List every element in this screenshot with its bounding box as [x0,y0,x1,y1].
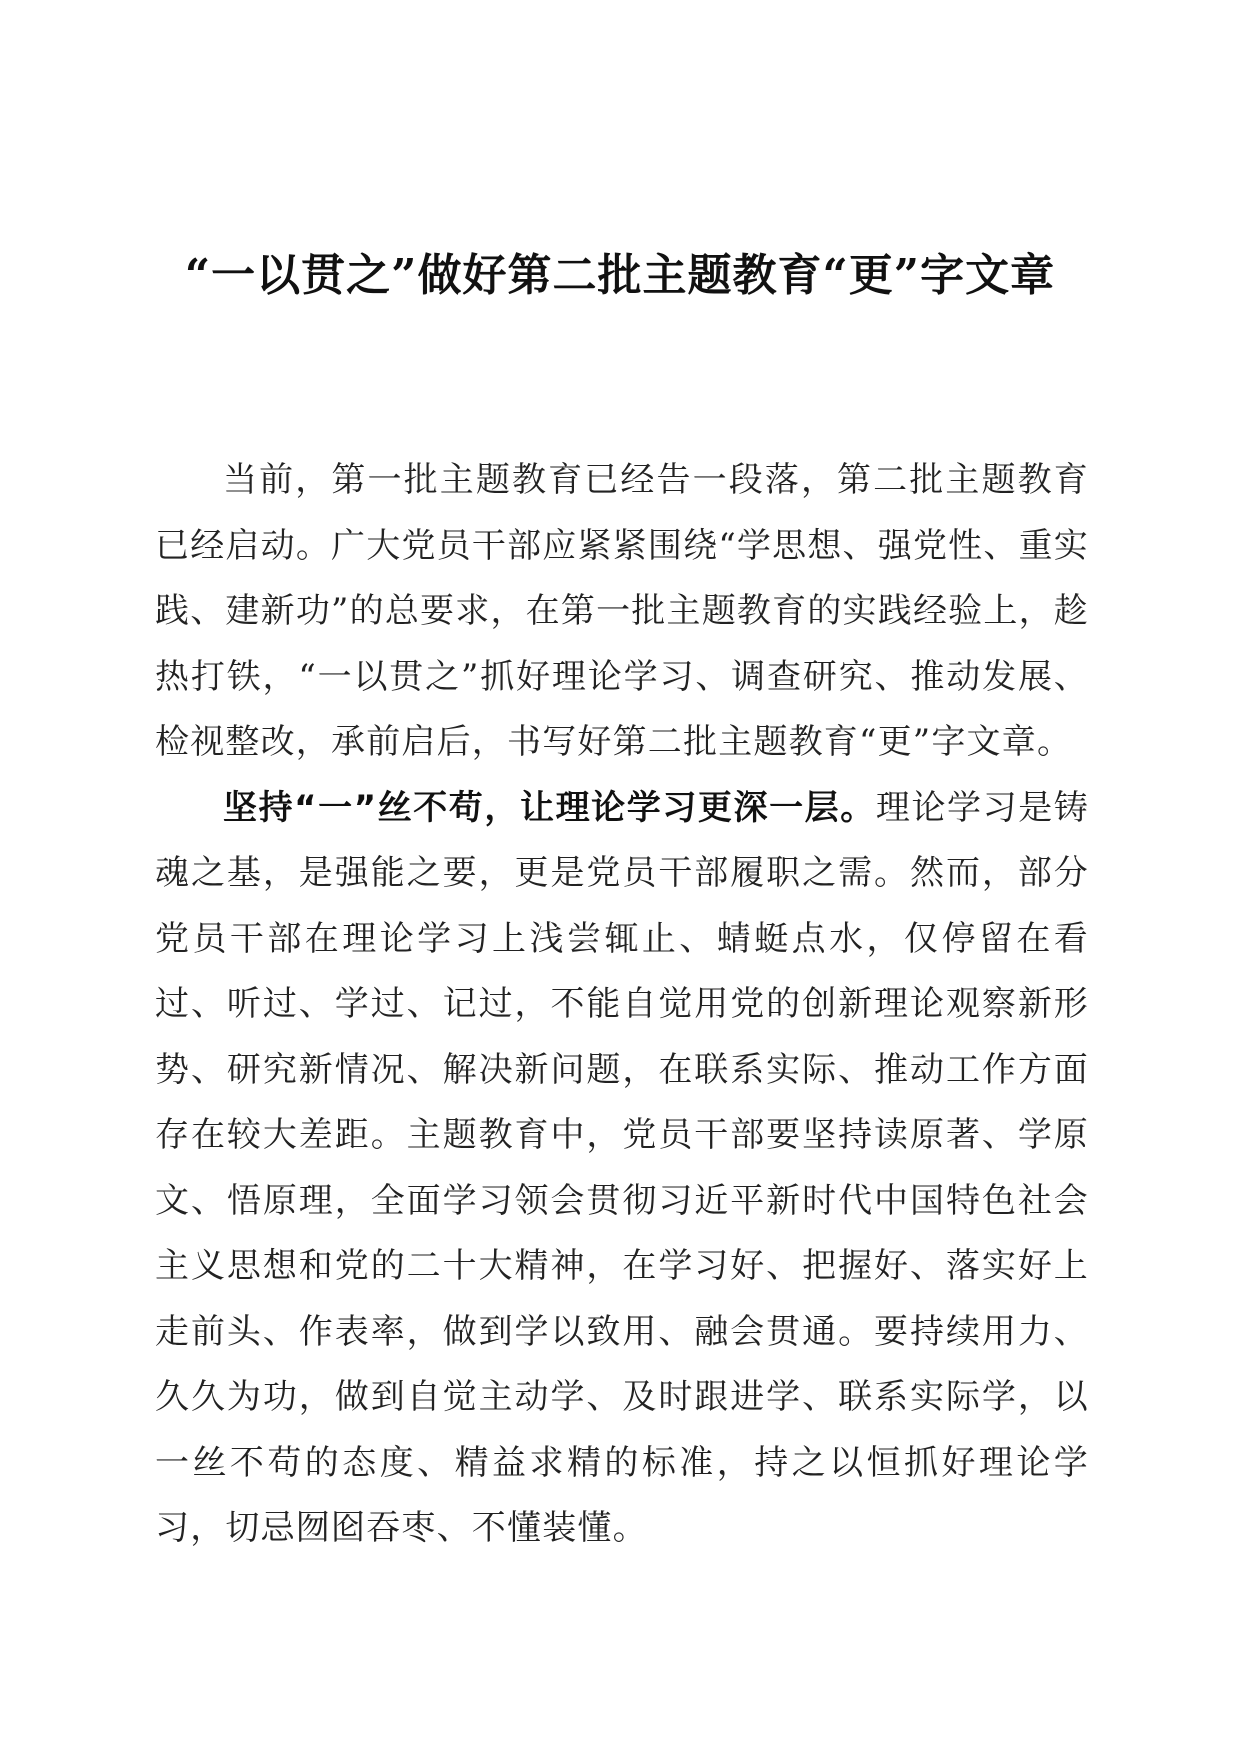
document-title: “一以贯之”做好第二批主题教育“更”字文章 [184,250,1056,301]
paragraph-theory-study-text: 理论学习是铸魂之基，是强能之要，更是党员干部履职之需。然而，部分党员干部在理论学习上浅尝辄止、蜻蜓点水，仅停留在看过、听过、学过、记过，不能自觉用党的创新理论观察新形势、研究新情况、解决新问题，在联系实际、推动工作方面存在较大差距。主题教育中，党员干部要坚持读原著、学原文、悟原理，全面学习领会贯彻习近平新时代中国特色社会主义思想和党的二十大精神，在学习好、把握好、落实好上走前头、作表率，做到学以致用、融会贯通。要持续用力、久久为功，做到自觉主动学、及时跟进学、联系实际学，以一丝不苟的态度、精益求精的标准，持之以恒抓好理论学习，切忌囫囵吞枣、不懂装懂。 [155,787,1089,1548]
paragraph-theory-study [155,776,1089,1562]
paragraph-intro-text: 当前，第一批主题教育已经告一段落，第二批主题教育已经启动。广大党员干部应紧紧围绕“学思想、强党性、重实践、建新功”的总要求，在第一批主题教育的实践经验上，趁热打铁，“一以贯之”抓好理论学习、调查研究、推动发展、检视整改，承前启后，书写好第二批主题教育“更”字文章。 [155,460,1089,762]
paragraph-theory-study-heading: 坚持“一”丝不苟，让理论学习更深一层。 [223,787,876,828]
document-body [155,448,1089,1562]
paragraph-intro [155,448,1089,776]
